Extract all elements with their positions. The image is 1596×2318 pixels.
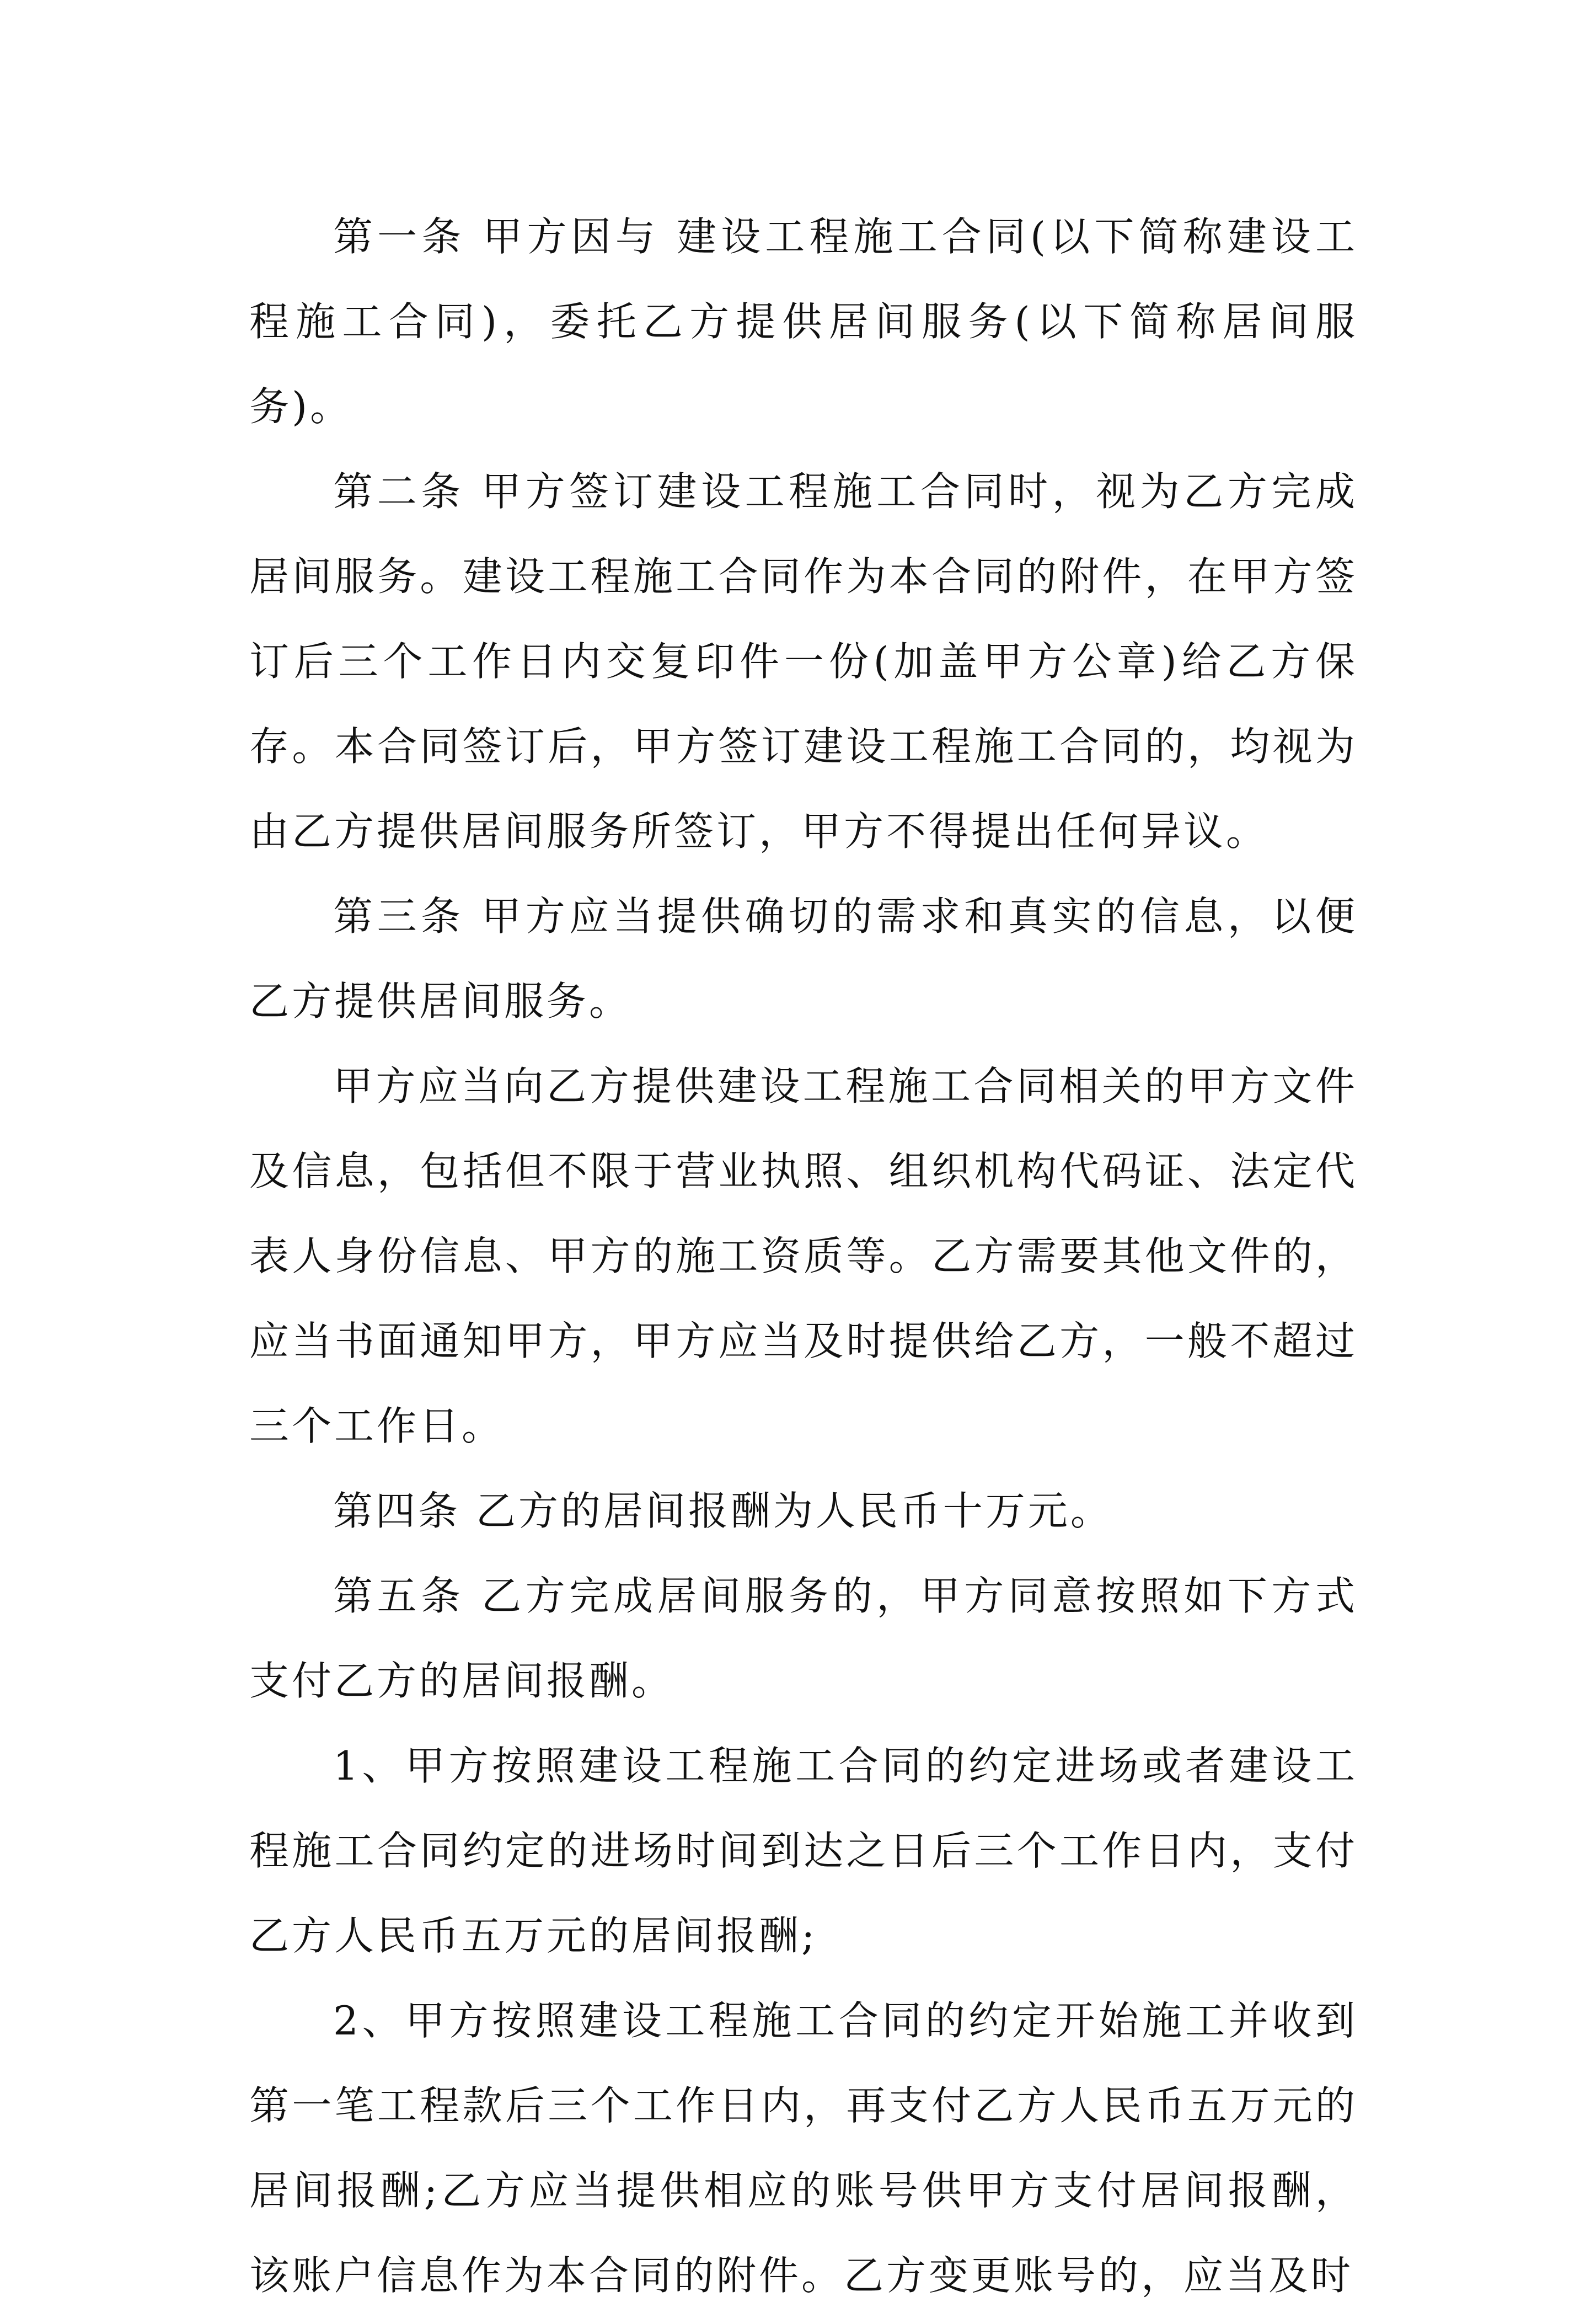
article-3-paragraph: 第三条 甲方应当提供确切的需求和真实的信息，以便乙方提供居间服务。	[249, 893, 1358, 1024]
article-2-paragraph: 第二条 甲方签订建设工程施工合同时，视为乙方完成居间服务。建设工程施工合同作为本合同的附件，在甲方签订后三个工作日内交复印件一份(加盖甲方公章)给乙方保存。本合同签订后，甲方签订建设工程施工合同的，均视为由乙方提供居间服务所签订，甲方不得提出任何异议。	[249, 468, 1358, 854]
document-body	[249, 194, 1358, 2318]
payment-item-2: 2、甲方按照建设工程施工合同的约定开始施工并收到第一笔工程款后三个工作日内，再支付乙方人民币五万元的居间报酬;乙方应当提供相应的账号供甲方支付居间报酬，该账户信息作为本合同的附件。乙方变更账号的，应当及时	[249, 1997, 1358, 2299]
article-3-detail-paragraph: 甲方应当向乙方提供建设工程施工合同相关的甲方文件及信息，包括但不限于营业执照、组织机构代码证、法定代表人身份信息、甲方的施工资质等。乙方需要其他文件的，应当书面通知甲方，甲方应当及时提供给乙方，一般不超过三个工作日。	[249, 1063, 1358, 1449]
article-5-paragraph: 第五条 乙方完成居间服务的，甲方同意按照如下方式支付乙方的居间报酬。	[249, 1573, 1358, 1704]
article-1-paragraph: 第一条 甲方因与 建设工程施工合同(以下简称建设工程施工合同)，委托乙方提供居间服务(以下简称居间服务)。	[249, 213, 1358, 430]
article-4-paragraph: 第四条 乙方的居间报酬为人民币十万元。	[333, 1488, 1113, 1534]
payment-item-1: 1、甲方按照建设工程施工合同的约定进场或者建设工程施工合同约定的进场时间到达之日后三个工作日内，支付乙方人民币五万元的居间报酬;	[249, 1743, 1358, 1959]
